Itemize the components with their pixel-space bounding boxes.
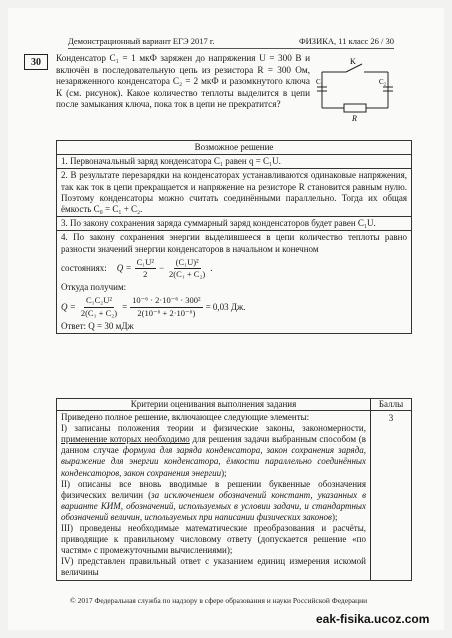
copyright-footer: © 2017 Федеральная служба по надзору в сфере образования и науки Российской Федерации xyxy=(70,596,368,605)
solution-step-4 xyxy=(57,231,411,333)
then-label: Откуда получим: xyxy=(61,282,127,293)
f2-eq: = xyxy=(122,301,128,312)
f2-num-2: 10⁻⁶ · 2·10⁻⁶ · 300² xyxy=(130,295,202,307)
criterion-2-italic: за исключением обозначений констант, указанных в варианте КИМ, обозначений, используемых в условии задачи, и стандартных обозначений величин, используемых при написании физических законов xyxy=(61,489,366,522)
answer: Ответ: Q = 30 мДж xyxy=(61,320,134,331)
f2-den-2: 2(10⁻⁶ + 2·10⁻⁶) xyxy=(137,307,196,318)
criteria-row xyxy=(57,411,411,579)
solution-caption: Возможное решение xyxy=(57,141,411,155)
circuit-label-c1: C₁ xyxy=(316,78,324,86)
states-label: состояниях: xyxy=(61,262,107,273)
criterion-1-c: ); xyxy=(221,467,227,478)
circuit-label-r: R xyxy=(352,114,357,122)
f2-fraction-2 xyxy=(130,295,202,318)
solution-step-1: 1. Первоначальный заряд конденсатора C₁ равен q = C₁U. xyxy=(57,155,411,169)
f2-lhs: Q = xyxy=(61,301,76,312)
page-header xyxy=(68,36,394,49)
f1-fraction-2 xyxy=(167,257,207,280)
criteria-header: Критерии оценивания выполнения задания xyxy=(57,399,371,410)
solution-step-2: 2. В результате перезарядки на конденсаторах устанавливаются одинаковые напряжения, так как ток в цепи прекращается и напряжение на резисторе R становится равным нулю. Поэтому конденсаторы можно считать соединёнными параллельно. Тогда их общая ёмкость C₀ = C₁ + C₂. xyxy=(57,169,411,217)
result-formula xyxy=(61,295,407,318)
f1-end: . xyxy=(210,262,213,273)
f2-result: = 0,03 Дж. xyxy=(205,301,246,312)
circuit-label-k: K xyxy=(350,58,356,66)
f1-lhs: Q = xyxy=(116,262,132,273)
criterion-1-a: I) записаны положения теории и физические законы, закономерности, xyxy=(61,423,366,434)
solution-step-3: 3. По закону сохранения заряда суммарный заряд конденсаторов будет равен C₁U. xyxy=(57,217,411,231)
header-left: Демонстрационный вариант ЕГЭ 2017 г. xyxy=(68,36,215,46)
solution-box xyxy=(56,140,412,334)
criterion-1-b: для решения задачи выбранным способом (в данном случае xyxy=(61,434,366,456)
f1-num-2: (C₁U)² xyxy=(174,257,201,269)
criterion-1-italic: формула для заряда конденсатора, закон сохранения заряда, выражение для энергии конденсатора, ёмкости параллельно соединённых конденсаторов, закон сохранения энергии xyxy=(61,445,366,478)
header-right: ФИЗИКА, 11 класс 26 / 30 xyxy=(298,36,394,46)
criteria-text xyxy=(57,411,371,579)
site-watermark: eak-fisika.ucoz.com xyxy=(316,612,430,626)
criterion-2 xyxy=(61,479,366,523)
criterion-1-underlined: применение которых необходимо xyxy=(61,434,190,445)
question-number: 30 xyxy=(24,54,48,70)
criterion-3: III) проведены необходимые математические преобразования и расчёты, приводящие к правильному числовому ответу (допускается решение «по частям» с промежуточными вычислениями); xyxy=(61,523,366,556)
f2-den-1: 2(C₁ + C₂) xyxy=(80,307,118,318)
points-value: 3 xyxy=(388,413,394,424)
question-text: Конденсатор C₁ = 1 мкФ заряжен до напряжения U = 300 В и включён в последовательную цепь из резистора R = 300 Ом, незаряженного конденсатора C₂ = 2 мкФ и разомкнутого ключа К (см. рисунок). Какое количество теплоты выделится в цепи после замыкания ключа, пока ток в цепи не прекратится? xyxy=(56,53,310,110)
criterion-1 xyxy=(61,423,366,478)
criterion-2-a: II) описаны все вновь вводимые в решении буквенные обозначения физических величин ( xyxy=(61,478,366,500)
f1-minus: − xyxy=(158,262,165,273)
f2-fraction-1 xyxy=(79,295,119,318)
criterion-2-c: ); xyxy=(331,511,338,522)
circuit-label-c2: C₂ xyxy=(379,78,387,86)
f1-den-1: 2 xyxy=(143,269,148,280)
criteria-header-row xyxy=(57,399,411,411)
energy-formula xyxy=(61,257,407,280)
f1-fraction-1 xyxy=(135,257,156,280)
points-header: Баллы xyxy=(378,399,404,409)
f1-num-1: C₁U² xyxy=(135,257,156,269)
f2-num-1: C₁C₂U² xyxy=(84,295,114,307)
criteria-table xyxy=(56,398,412,581)
f1-den-2: 2(C₁ + C₂) xyxy=(169,269,206,280)
solution-step-4-text: 4. По закону сохранения энергии выделившееся в цепи количество теплоты равно разности значений энергии конденсаторов в начальном и конечном xyxy=(61,232,407,254)
criteria-intro: Приведено полное решение, включающее следующие элементы: xyxy=(61,412,310,423)
circuit-diagram xyxy=(316,58,396,122)
criterion-4: IV) представлен правильный ответ с указанием единиц измерения искомой величины xyxy=(61,556,366,578)
